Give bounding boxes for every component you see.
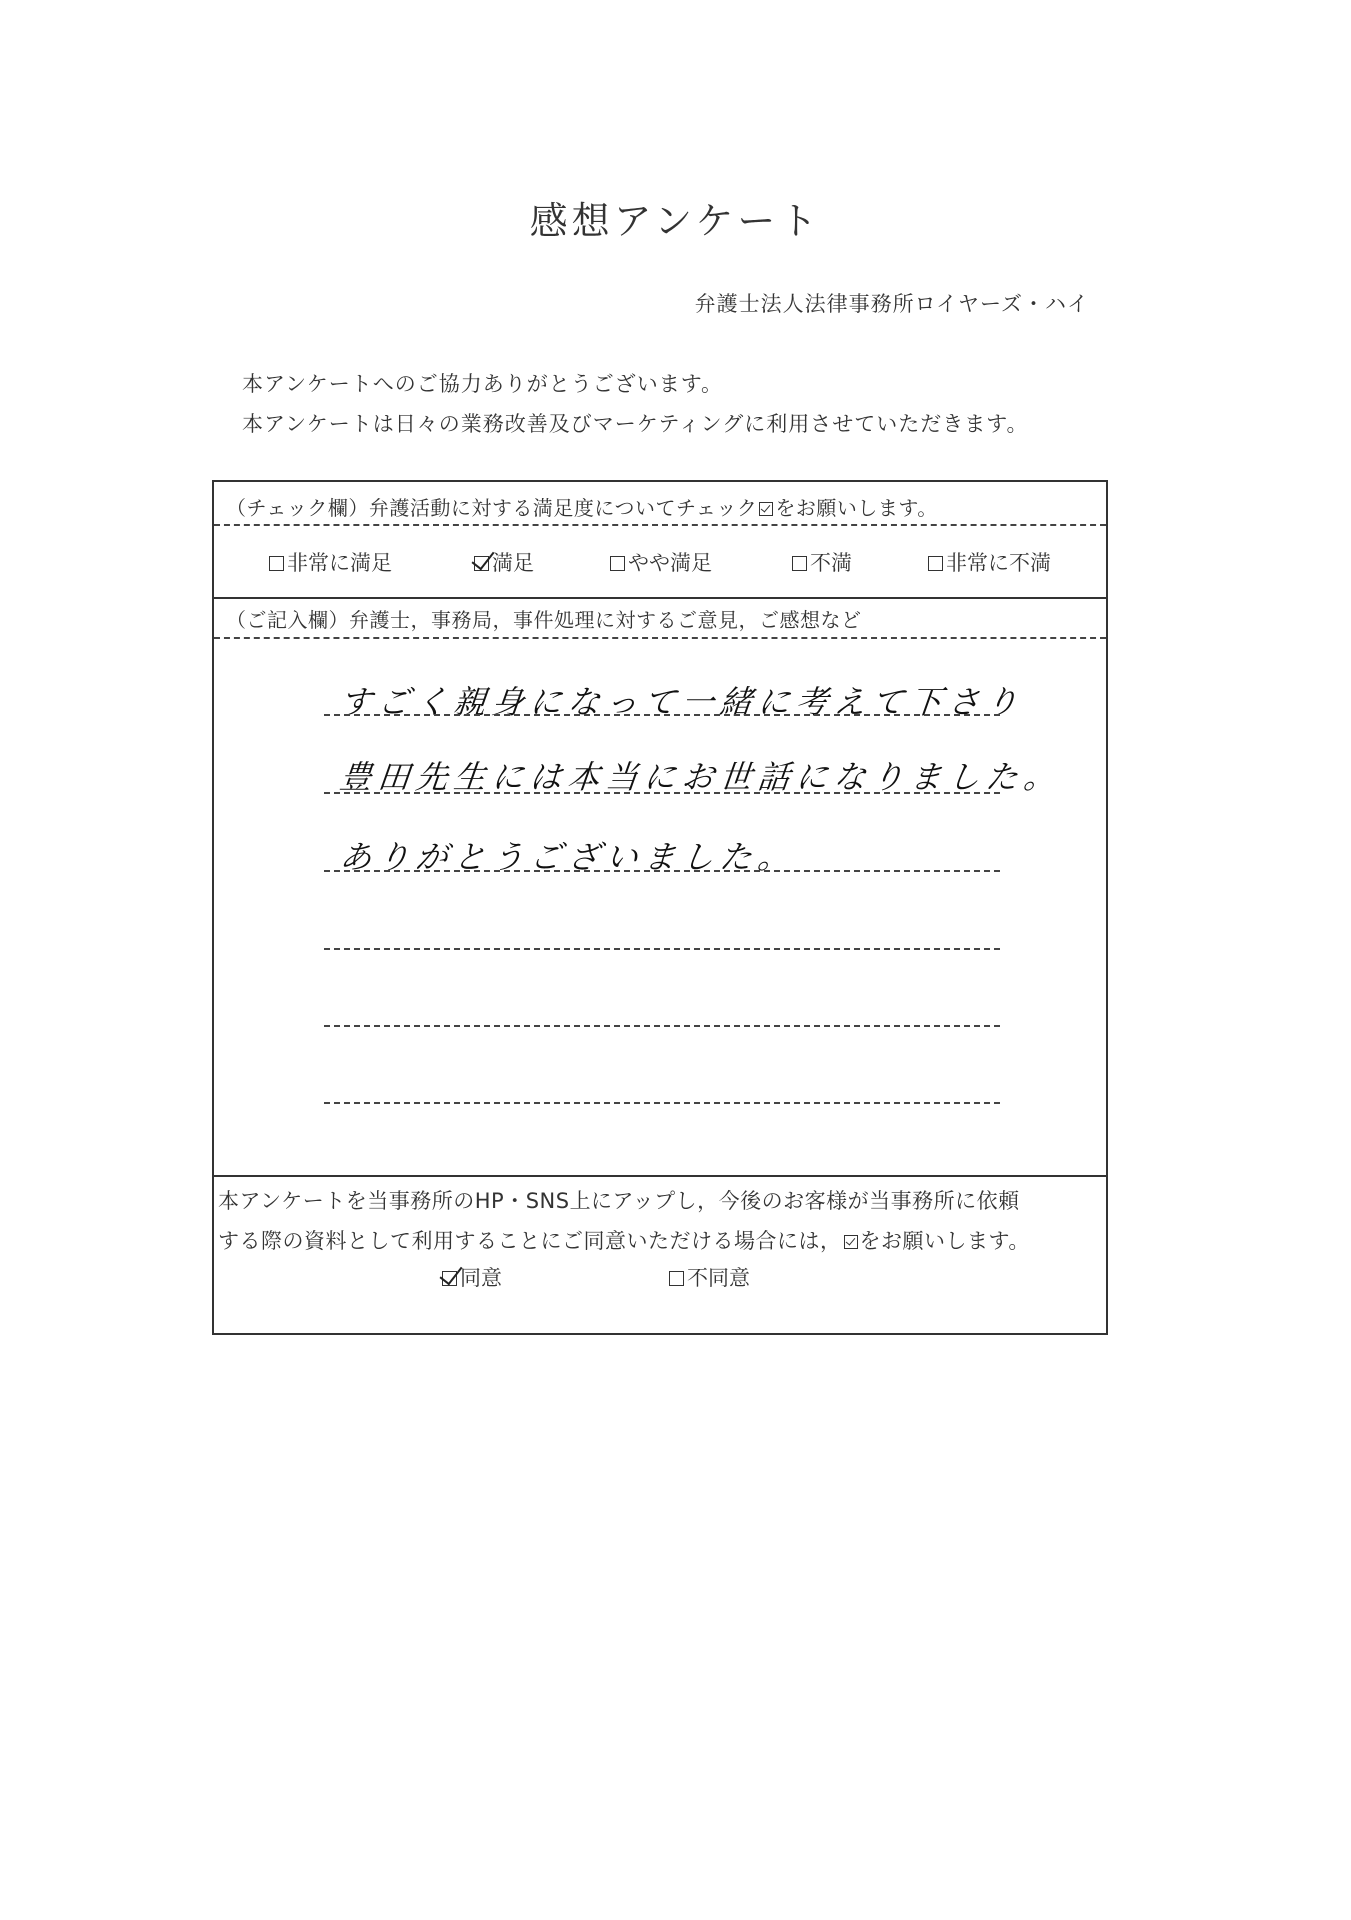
divider (214, 1175, 1106, 1177)
checked-checkbox-icon[interactable] (442, 1271, 457, 1286)
option-dissatisfied[interactable]: 不満 (792, 547, 852, 577)
writing-line (324, 1025, 1000, 1027)
checkbox-icon[interactable] (669, 1271, 684, 1286)
checkbox-icon[interactable] (269, 556, 284, 571)
writing-line (324, 1102, 1000, 1104)
checkbox-example-icon (844, 1235, 858, 1249)
check-section-label (226, 492, 938, 521)
comment-section-label: （ご記入欄）弁護士，事務局，事件処理に対するご意見，ご感想など (226, 608, 862, 632)
checkbox-icon[interactable] (928, 556, 943, 571)
writing-line (324, 948, 1000, 950)
option-very-dissatisfied[interactable]: 非常に不満 (928, 547, 1051, 577)
checked-checkbox-icon[interactable] (474, 556, 489, 571)
checkbox-example-icon (759, 502, 773, 516)
divider (214, 597, 1106, 599)
option-agree[interactable]: 同意 (442, 1262, 502, 1292)
intro-line-1: 本アンケートへのご協力ありがとうございます。 (242, 372, 724, 396)
checkbox-icon[interactable] (792, 556, 807, 571)
option-disagree[interactable]: 不同意 (669, 1262, 750, 1292)
consent-line-1: 本アンケートを当事務所のHP・SNS上にアップし，今後のお客様が当事務所に依頼 (218, 1189, 1020, 1213)
check-label-text-end: をお願いします。 (775, 496, 938, 520)
checkbox-icon[interactable] (610, 556, 625, 571)
check-label-text: （チェック欄）弁護活動に対する満足度についてチェック (226, 496, 758, 520)
firm-name: 弁護士法人法律事務所ロイヤーズ・ハイ (694, 292, 1089, 316)
handwritten-line-1: すごく親身になって一緒に考えて下さり (337, 683, 1026, 721)
writing-line (324, 792, 1000, 794)
divider (214, 524, 1106, 526)
consent-line-2: する際の資料として利用することにご同意いただける場合には， をお願いします。 (218, 1229, 1030, 1253)
intro-line-2: 本アンケートは日々の業務改善及びマーケティングに利用させていただきます。 (242, 412, 1029, 436)
option-satisfied[interactable]: 満足 (474, 547, 534, 577)
handwritten-line-2: 豊田先生には本当にお世話になりました。 (337, 758, 1064, 796)
handwritten-line-3: ありがとうございました。 (337, 838, 798, 876)
writing-line (324, 714, 1000, 716)
option-very-satisfied[interactable]: 非常に満足 (269, 547, 392, 577)
divider (214, 637, 1106, 639)
writing-line (324, 870, 1000, 872)
option-somewhat-satisfied[interactable]: やや満足 (610, 547, 712, 577)
survey-form (212, 480, 1108, 1335)
document-title: 感想アンケート (529, 199, 822, 243)
